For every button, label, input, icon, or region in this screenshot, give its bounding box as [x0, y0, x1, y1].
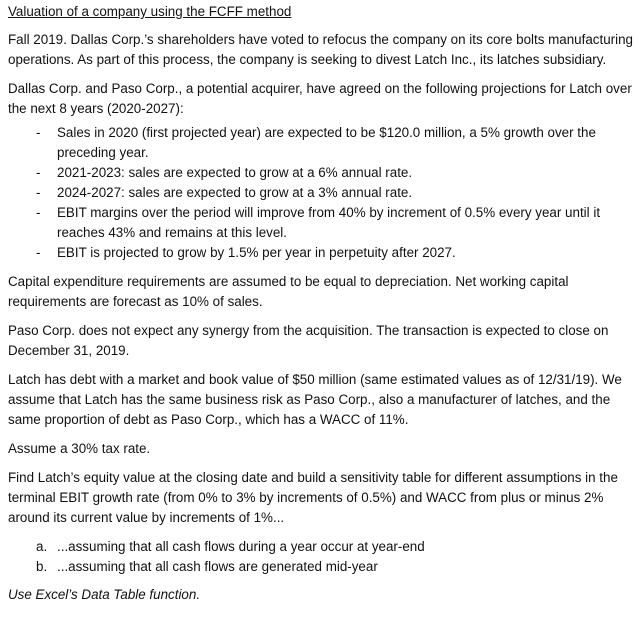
capex-paragraph: Capital expenditure requirements are assumed to be equal to depreciation. Net working capital requirements are forecast as 10% of sales. — [8, 274, 569, 309]
option-item-b — [36, 557, 635, 577]
list-item: - EBIT margins over the period will improve from 40% by increment of 0.5% every year until it reaches 43% and remains at this level. — [36, 203, 635, 243]
list-item: - EBIT is projected to grow by 1.5% per year in perpetuity after 2027. — [36, 243, 635, 263]
footer-note: Use Excel’s Data Table function. — [8, 587, 201, 602]
list-item: - Sales in 2020 (first projected year) are expected to be $120.0 million, a 5% growth over the preceding year. — [36, 123, 635, 163]
option-marker: b. — [36, 559, 48, 574]
document-title: Valuation of a company using the FCFF method — [8, 4, 292, 19]
projections-list — [8, 123, 635, 263]
synergy-paragraph: Paso Corp. does not expect any synergy from the acquisition. The transaction is expected to close on December 31, 2019. — [8, 323, 609, 358]
tax-paragraph: Assume a 30% tax rate. — [8, 441, 151, 456]
option-text: ...assuming that all cash flows are generated mid-year — [57, 559, 378, 574]
projections-intro-paragraph: Dallas Corp. and Paso Corp., a potential acquirer, have agreed on the following projections for Latch over the next 8 years (2020-2027): — [8, 81, 632, 116]
task-paragraph: Find Latch’s equity value at the closing date and build a sensitivity table for different assumptions in the terminal EBIT growth rate (from 0% to 3% by increments of 0.5%) and WACC from plus or minus 2% around its current value by increments of 1%... — [8, 470, 618, 525]
debt-paragraph: Latch has debt with a market and book value of $50 million (same estimated values as of 12/31/19). We assume that Latch has the same business risk as Paso Corp., also a manufacturer of latches, and the same proportion of debt as Paso Corp., which has a WACC of 11%. — [8, 372, 622, 427]
list-item: - 2024-2027: sales are expected to grow at a 3% annual rate. — [36, 183, 635, 203]
option-text: ...assuming that all cash flows during a year occur at year-end — [57, 539, 425, 554]
option-item-a — [36, 537, 635, 557]
options-list — [8, 537, 635, 577]
intro-paragraph: Fall 2019. Dallas Corp.’s shareholders have voted to refocus the company on its core bolts manufacturing operations. As part of this process, the company is seeking to divest Latch Inc., its latches subsidiary. — [8, 32, 633, 67]
option-marker: a. — [36, 539, 48, 554]
list-item: - 2021-2023: sales are expected to grow at a 6% annual rate. — [36, 163, 635, 183]
